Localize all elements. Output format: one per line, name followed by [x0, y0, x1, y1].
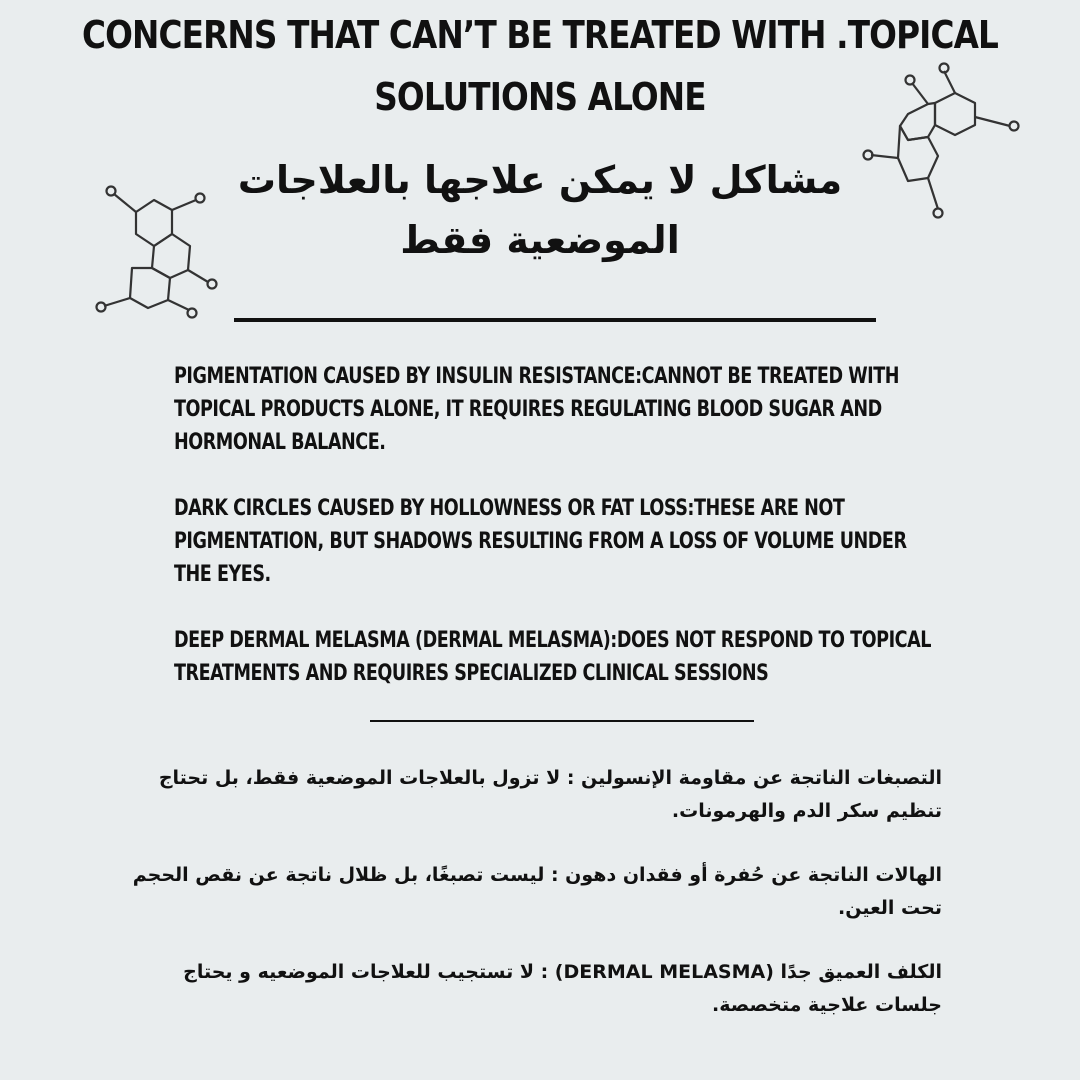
english-list: [174, 360, 934, 723]
arabic-item-insulin: التصبغات الناتجة عن مقاومة الإنسولين : لا تزول بالعلاجات الموضعية فقط، بل تحتاج تنظيم سكر الدم والهرمونات.: [158, 767, 942, 822]
arabic-item-dark-circles: الهالات الناتجة عن حُفرة أو فقدان دهون : ليست تصبغًا، بل ظلال ناتجة عن نقص الحجم تحت العين.: [132, 864, 942, 919]
title-english: CONCERNS THAT CAN’T BE TREATED WITH .TOPICAL SOLUTIONS ALONE: [82, 13, 998, 119]
arabic-list: [130, 762, 942, 1053]
arabic-item-melasma: الكلف العميق جدًا (DERMAL MELASMA) : لا تستجيب للعلاجات الموضعيه و يحتاج جلسات علاجية متخصصة.: [183, 961, 942, 1016]
english-item-insulin: PIGMENTATION CAUSED BY INSULIN RESISTANCE:CANNOT BE TREATED WITH TOPICAL PRODUCTS ALONE, IT REQUIRES REGULATING BLOOD SUGAR AND HORMONAL BALANCE.: [174, 364, 900, 455]
english-item-dark-circles: DARK CIRCLES CAUSED BY HOLLOWNESS OR FAT LOSS:THESE ARE NOT PIGMENTATION, BUT SHADOWS RESULTING FROM A LOSS OF VOLUME UNDER THE EYES.: [174, 496, 907, 587]
molecule-icon-right-drawing: [860, 60, 1025, 222]
molecule-icon: [860, 60, 1025, 222]
english-item-melasma: DEEP DERMAL MELASMA (DERMAL MELASMA):DOES NOT RESPOND TO TOPICAL TREATMENTS AND REQUIRES SPECIALIZED CLINICAL SESSIONS: [174, 628, 931, 686]
title-arabic: مشاكل لا يمكن علاجها بالعلاجات الموضعية فقط: [237, 158, 843, 262]
divider-short: [370, 720, 754, 722]
divider-long: [234, 318, 876, 322]
